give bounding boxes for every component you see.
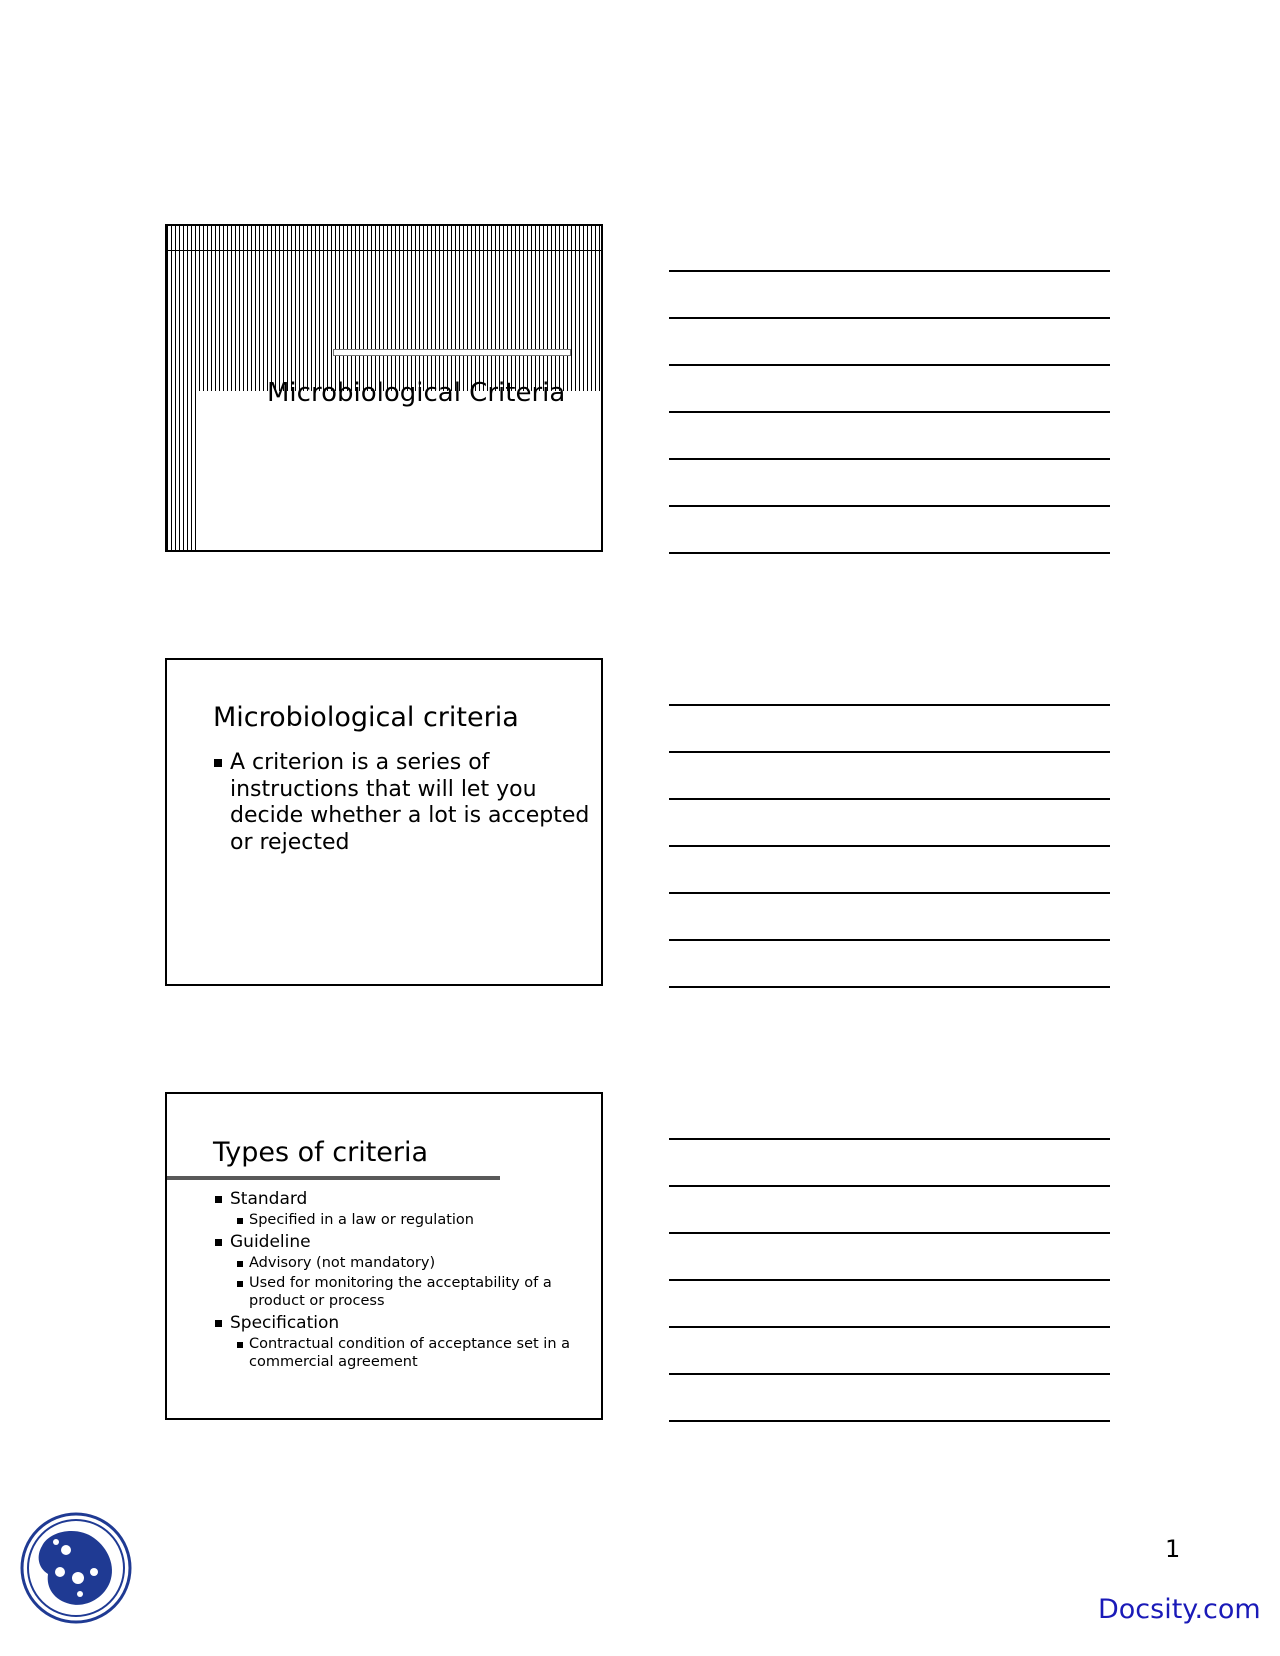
slide-3-thumbnail: [165, 1092, 603, 1420]
note-line: [669, 505, 1110, 507]
square-bullet-icon: [215, 1320, 222, 1327]
note-line: [669, 1232, 1110, 1234]
note-line: [669, 364, 1110, 366]
list-item: [213, 1188, 593, 1211]
list-item-label: Standard: [230, 1189, 308, 1209]
docsity-link[interactable]: Docsity.com: [1098, 1594, 1261, 1625]
sub-list-item: [213, 1335, 593, 1371]
note-line: [669, 939, 1110, 941]
note-line: [669, 1420, 1110, 1422]
note-line: [669, 845, 1110, 847]
note-line: [669, 798, 1110, 800]
note-line: [669, 552, 1110, 554]
list-item-label: Guideline: [230, 1232, 311, 1252]
note-line: [669, 411, 1110, 413]
note-line: [669, 1373, 1110, 1375]
slide-2-thumbnail: [165, 658, 603, 986]
sub-list-item: [213, 1211, 593, 1229]
sub-item-text: Specified in a law or regulation: [249, 1212, 474, 1228]
title-underline: [167, 1176, 500, 1180]
sub-item-text: Contractual condition of acceptance set in a commercial agreement: [249, 1336, 571, 1370]
slide-2-title: Microbiological criteria: [213, 702, 519, 733]
square-bullet-icon: [237, 1281, 243, 1287]
list-item: [213, 1312, 593, 1335]
note-line: [669, 704, 1110, 706]
note-line: [669, 892, 1110, 894]
bullet-item: [213, 750, 593, 856]
decorative-bar: [333, 349, 571, 356]
page-number: 1: [1165, 1535, 1181, 1563]
square-bullet-icon: [237, 1261, 243, 1267]
note-line: [669, 751, 1110, 753]
note-line: [669, 270, 1110, 272]
note-line: [669, 1326, 1110, 1328]
note-line: [669, 1279, 1110, 1281]
stripe-pattern-left: [167, 391, 199, 552]
note-line: [669, 1185, 1110, 1187]
bullet-text: A criterion is a series of instructions that will let you decide whether a lot is accepted or rejected: [230, 750, 590, 855]
docsity-logo-icon: [20, 1512, 132, 1624]
list-item-label: Specification: [230, 1313, 340, 1333]
square-bullet-icon: [237, 1342, 243, 1348]
header-rule: [167, 226, 601, 251]
note-line: [669, 317, 1110, 319]
criteria-list: [213, 1188, 593, 1373]
square-bullet-icon: [237, 1218, 243, 1224]
sub-item-text: Used for monitoring the acceptability of a product or process: [249, 1275, 552, 1309]
slide-3-title: Types of criteria: [213, 1137, 429, 1168]
slide-1-thumbnail: [165, 224, 603, 552]
sub-list-item: [213, 1274, 593, 1310]
square-bullet-icon: [215, 1196, 222, 1203]
list-item: [213, 1231, 593, 1254]
note-line: [669, 986, 1110, 988]
note-line: [669, 1138, 1110, 1140]
slide-1-title: Microbiological Criteria: [267, 378, 566, 408]
sub-list-item: [213, 1254, 593, 1272]
note-line: [669, 458, 1110, 460]
sub-item-text: Advisory (not mandatory): [249, 1255, 436, 1271]
square-bullet-icon: [215, 1239, 222, 1246]
square-bullet-icon: [214, 759, 222, 767]
